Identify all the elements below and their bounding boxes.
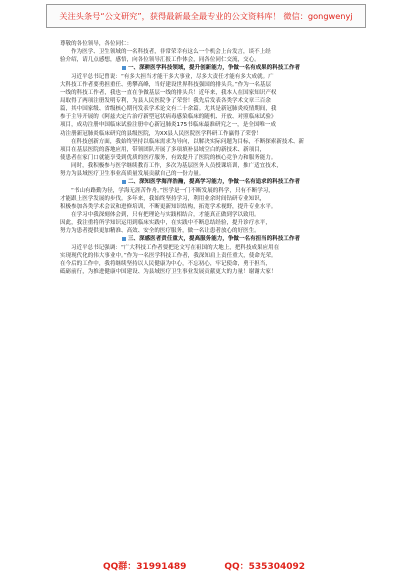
paragraph-line xyxy=(60,89,362,97)
banner-text: 关注头条号“公文研究”，获得最新最全最专业的公文资料库！ 微信：gongwenyj xyxy=(59,10,353,21)
line-text: “书山有路勤为径，学海无涯苦作舟。”医学是一门不断发展的科学，只有不断学习， xyxy=(71,187,274,194)
paragraph-line xyxy=(60,138,362,146)
paragraph-line xyxy=(60,219,362,227)
line-text: 努力为县域医疗卫生事业高质量发展贡献自己的一份力量。 xyxy=(60,171,205,178)
line-text: 局取得了两项注册发明专利，为县人民医院争了荣誉！我先后发表各类学术文章三百余 xyxy=(60,97,271,104)
line-text: 砥砺前行，为推进健康中国建设、为县域医疗卫生事业发展贡献更大的力量！谢谢大家！ xyxy=(60,268,277,275)
header-banner xyxy=(46,4,366,28)
paragraph-line xyxy=(60,121,362,129)
line-text: 功注册新冠肺炎临床研究的县级医院，为XX县人民医院医学科研工作赢得了荣誉！ xyxy=(60,130,262,137)
paragraph-line xyxy=(60,211,362,219)
heading-bullet-icon xyxy=(122,66,126,70)
paragraph-line xyxy=(60,227,362,235)
line-text: 参于主导开展的《阿兹夫定片治疗新型冠状病毒感染临床的随机、开放、对照临床试验》 xyxy=(60,114,277,121)
paragraph-line xyxy=(60,170,362,178)
section-heading xyxy=(60,235,362,243)
paragraph-line xyxy=(60,40,362,48)
heading-bullet-icon xyxy=(122,237,126,241)
line-text: 作为医学、卫生领域的一名科技者，非常荣幸有这么一个机会上台发言，谈不上经 xyxy=(71,49,271,56)
line-text: 项目，成功注册申国临床试验注册中心新冠肺炎175书临床最准研究之一，是全国唯一成 xyxy=(60,122,277,129)
line-text: 验介绍，请几点感想，感悟，向各位领导汇报工作体会，同各位同仁交流，交心。 xyxy=(60,57,260,64)
line-text: 二、深知医学海洋浩瀚，提高学习能力，争做一名有追求的科技工作者 xyxy=(127,179,301,186)
line-text: 三、深感医者责任重大，提高服务能力，争做一名有担当的科技工作者 xyxy=(127,236,301,243)
line-text: 在今后的工作中，我将继续坚持以人民健康为中心，不忘初心，牢记使命，勇于担当， xyxy=(60,260,271,267)
line-text: 篇，其中国家级、省级核心期刊发表学术论文有二十余篇。尤其是新冠肺炎疫情期间，我 xyxy=(60,106,277,113)
line-text: 习近平总书记强调：“广大科技工作者要把论文写在祖国的大地上，把科技成果应用在 xyxy=(71,244,280,251)
paragraph-line xyxy=(60,187,362,195)
paragraph-line xyxy=(60,154,362,162)
paragraph-line xyxy=(60,244,362,252)
paragraph-line xyxy=(60,105,362,113)
footer-qq-number: QQ：535304092 xyxy=(224,562,306,572)
line-text: 努力为患者提供更加精准、高效、安全的医疗服务，做一名让患者放心的好医生。 xyxy=(60,228,260,235)
line-text: 一线的科技工作者，我也一直在争做基层一线的排头兵！近年来，我本人在国家知识产权 xyxy=(60,89,277,96)
paragraph-line xyxy=(60,97,362,105)
paragraph-line xyxy=(60,260,362,268)
line-text: 尊敬的各位领导，各位同仁： xyxy=(60,41,133,47)
paragraph-line xyxy=(60,195,362,203)
line-text: 项目在基层医院的落地应用，带领团队开展了多项填补县域空白的新技术、新项目， xyxy=(60,146,266,153)
section-heading xyxy=(60,178,362,186)
paragraph-line xyxy=(60,113,362,121)
line-text: 因此，我注重将所学知识运用到临床实践中，在实践中不断总结经验，提升诊疗水平， xyxy=(60,220,271,227)
line-text: 大科技工作者要勇担重任、勇攀高峰，当好建设世界科技强国的排头兵。”作为一名基层 xyxy=(60,81,272,88)
line-text: 在学习中我深刻体会到，只有把理论与实践相结合，才能真正做到学以致用。 xyxy=(71,211,260,218)
paragraph-line xyxy=(60,268,362,276)
line-text: 使患者在家门口就能享受到优质的医疗服务，有效提升了医院的核心竞争力和服务能力。 xyxy=(60,154,277,161)
paragraph-line xyxy=(60,48,362,56)
line-text: 在科技创新方面，我始终坚持以临床需求为导向，以解决实际问题为目标，不断探索新技术、新 xyxy=(71,138,305,145)
paragraph-line xyxy=(60,252,362,260)
paragraph-line xyxy=(60,56,362,64)
line-text: 同时，我积极参与医学继续教育工作，多次为基层医务人员授课培训，推广适宜技术， xyxy=(71,163,282,170)
line-text: 才能跟上医学发展的步伐。多年来，我始终坚持学习，利用业余时间钻研专业知识， xyxy=(60,195,266,202)
line-text: 积极参加各类学术会议和进修培训，不断更新知识结构，拓宽学术视野，提升专业水平。 xyxy=(60,203,277,210)
paragraph-line xyxy=(60,203,362,211)
paragraph-line xyxy=(60,162,362,170)
paragraph-line xyxy=(60,73,362,81)
paragraph-line xyxy=(60,130,362,138)
heading-bullet-icon xyxy=(122,180,126,184)
paragraph-line xyxy=(60,81,362,89)
footer-qq-group: QQ群：31991489 xyxy=(102,562,187,572)
section-heading xyxy=(60,64,362,72)
line-text: 实现现代化的伟大事业中。”作为一名医学科技工作者，我深知肩上责任重大，使命光荣。 xyxy=(60,252,277,259)
line-text: 习近平总书记曾说：“有多大担当才能干多大事业，尽多大责任才能有多大成就。广 xyxy=(71,73,274,80)
paragraph-line xyxy=(60,146,362,154)
document-body xyxy=(60,40,362,550)
footer xyxy=(0,559,408,571)
line-text: 一、深耕医学科技领域，提升创新能力，争做一名有成果的科技工作者 xyxy=(127,65,301,72)
